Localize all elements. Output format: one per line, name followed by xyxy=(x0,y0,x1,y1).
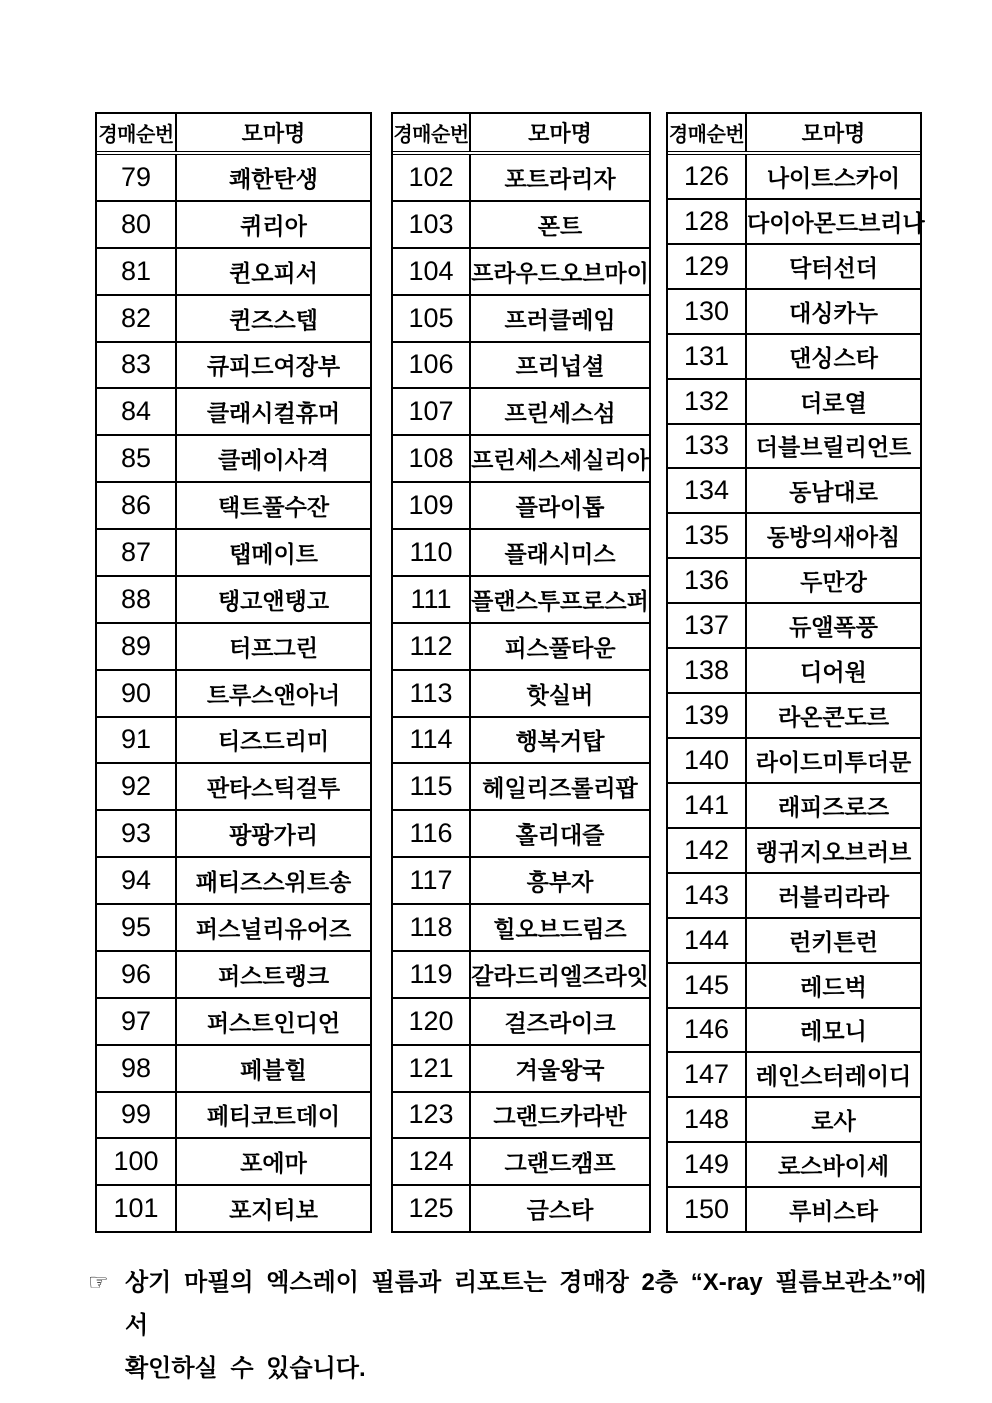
dam-name: 갈라드리엘즈라잇 xyxy=(471,962,649,989)
dam-name: 걸즈라이크 xyxy=(504,1009,616,1036)
auction-number: 150 xyxy=(668,1188,747,1231)
auction-number: 148 xyxy=(668,1098,747,1141)
auction-number: 140 xyxy=(668,739,747,782)
dam-name: 퍼스널리유어즈 xyxy=(195,915,352,942)
auction-number: 80 xyxy=(97,202,177,247)
auction-number: 107 xyxy=(393,389,471,434)
table-row xyxy=(97,1137,370,1184)
table-row xyxy=(668,378,920,423)
auction-number: 83 xyxy=(97,343,177,388)
auction-number: 137 xyxy=(668,604,747,647)
dam-name: 나이트스카이 xyxy=(766,164,901,191)
auction-number: 132 xyxy=(668,380,747,423)
table-row xyxy=(97,903,370,950)
table-row xyxy=(668,1051,920,1096)
auction-number: 108 xyxy=(393,436,471,481)
auction-number: 115 xyxy=(393,764,471,809)
auction-number: 146 xyxy=(668,1009,747,1052)
auction-number: 104 xyxy=(393,249,471,294)
dam-name: 프린세스세실리아 xyxy=(471,447,649,474)
auction-number: 131 xyxy=(668,335,747,378)
auction-number: 82 xyxy=(97,296,177,341)
pointing-hand-icon: ☞ xyxy=(88,1269,109,1295)
table-row xyxy=(97,950,370,997)
table-row xyxy=(668,1141,920,1186)
col-header-dam-name: 모마명 xyxy=(241,121,306,146)
auction-number: 126 xyxy=(668,155,747,198)
dam-name: 퀴리아 xyxy=(240,212,307,239)
auction-number: 105 xyxy=(393,296,471,341)
auction-number: 113 xyxy=(393,671,471,716)
dam-name: 택트풀수잔 xyxy=(217,494,330,521)
table-row xyxy=(97,434,370,481)
dam-name: 탱고앤탱고 xyxy=(217,587,330,614)
table-row xyxy=(393,950,649,997)
dam-name: 플라이톱 xyxy=(515,494,605,521)
table-row xyxy=(668,872,920,917)
dam-name: 핫실버 xyxy=(526,681,594,708)
table-row xyxy=(393,1091,649,1138)
table-row xyxy=(668,692,920,737)
auction-number: 130 xyxy=(668,290,747,333)
dam-name: 클래시컬휴머 xyxy=(206,400,341,427)
table-row xyxy=(393,200,649,247)
auction-number: 145 xyxy=(668,964,747,1007)
table-row xyxy=(668,1096,920,1141)
table-row xyxy=(668,827,920,872)
table-row xyxy=(668,243,920,288)
auction-number: 116 xyxy=(393,811,471,856)
table-row xyxy=(393,434,649,481)
auction-number: 110 xyxy=(393,530,471,575)
auction-number: 128 xyxy=(668,200,747,243)
table-row xyxy=(97,247,370,294)
auction-number: 139 xyxy=(668,694,747,737)
table-row xyxy=(97,528,370,575)
dam-name: 홀리대즐 xyxy=(515,822,605,849)
dam-name: 티즈드리미 xyxy=(217,728,330,755)
dam-name: 래피즈로즈 xyxy=(777,793,890,820)
table-row xyxy=(393,247,649,294)
dam-name: 닥터선더 xyxy=(789,254,878,281)
footnote xyxy=(88,1261,933,1390)
dam-name: 겨울왕국 xyxy=(515,1056,605,1083)
dam-name: 레인스터레이디 xyxy=(755,1063,912,1090)
dam-name: 탭메이트 xyxy=(229,540,318,567)
table-header-row xyxy=(97,114,370,155)
dam-name: 터프그린 xyxy=(229,634,318,661)
auction-number: 84 xyxy=(97,389,177,434)
table-row xyxy=(668,512,920,557)
col-header-dam-name: 모마명 xyxy=(528,121,592,146)
auction-number: 141 xyxy=(668,784,747,827)
table-row xyxy=(668,782,920,827)
table-row xyxy=(97,481,370,528)
dam-name: 두만강 xyxy=(800,569,867,596)
dam-name: 레드벅 xyxy=(800,973,867,1000)
dam-name: 디어원 xyxy=(800,659,867,686)
auction-number: 111 xyxy=(393,577,471,622)
table-row xyxy=(97,575,370,622)
auction-number: 99 xyxy=(97,1093,177,1138)
footnote-line-1: 상기 마필의 엑스레이 필름과 리포트는 경매장 2층 “X-ray 필름보관소”에서 xyxy=(125,1269,927,1339)
table-row xyxy=(97,997,370,1044)
dam-name: 트루스앤아너 xyxy=(206,681,341,708)
col-header-auction-number: 경매순번 xyxy=(393,114,471,151)
auction-number: 97 xyxy=(97,999,177,1044)
table-row xyxy=(393,903,649,950)
auction-number: 119 xyxy=(393,952,471,997)
dam-name: 플랜스투프로스퍼 xyxy=(471,587,649,614)
auction-number: 129 xyxy=(668,245,747,288)
table-row xyxy=(393,669,649,716)
auction-number: 142 xyxy=(668,829,747,872)
col-header-auction-number: 경매순번 xyxy=(97,114,177,151)
table-row xyxy=(97,809,370,856)
table-row xyxy=(393,716,649,763)
auction-number: 121 xyxy=(393,1046,471,1091)
table-row xyxy=(668,962,920,1007)
dam-name: 플래시미스 xyxy=(504,540,616,567)
auction-number: 93 xyxy=(97,811,177,856)
auction-table-left xyxy=(95,112,372,1233)
dam-name: 퍼스트인디언 xyxy=(206,1009,341,1036)
auction-number: 98 xyxy=(97,1046,177,1091)
auction-number: 136 xyxy=(668,559,747,602)
auction-number: 144 xyxy=(668,919,747,962)
col-header-auction-number: 경매순번 xyxy=(668,114,747,151)
auction-number: 88 xyxy=(97,577,177,622)
dam-name: 로스바이세 xyxy=(777,1153,890,1180)
dam-name: 힐오브드림즈 xyxy=(493,915,627,942)
auction-number: 133 xyxy=(668,425,747,468)
table-row xyxy=(393,155,649,200)
auction-number: 109 xyxy=(393,483,471,528)
table-row xyxy=(668,1186,920,1231)
auction-number: 94 xyxy=(97,858,177,903)
auction-number: 138 xyxy=(668,649,747,692)
table-row xyxy=(97,387,370,434)
dam-name: 클레이사격 xyxy=(217,447,330,474)
table-row xyxy=(97,1091,370,1138)
table-header-row xyxy=(668,114,920,155)
auction-number: 134 xyxy=(668,469,747,512)
auction-number: 81 xyxy=(97,249,177,294)
auction-number: 95 xyxy=(97,905,177,950)
table-row xyxy=(668,557,920,602)
auction-number: 100 xyxy=(97,1139,177,1184)
dam-name: 동방의새아침 xyxy=(766,524,901,551)
table-row xyxy=(668,1007,920,1052)
auction-number: 120 xyxy=(393,999,471,1044)
dam-name: 포트라리자 xyxy=(504,165,616,192)
table-row xyxy=(97,856,370,903)
table-row xyxy=(97,1044,370,1091)
dam-name: 헤일리즈롤리팝 xyxy=(482,775,638,802)
dam-name: 랭귀지오브러브 xyxy=(755,838,912,865)
table-row xyxy=(97,200,370,247)
auction-number: 91 xyxy=(97,718,177,763)
dam-name: 러블리라라 xyxy=(777,883,890,910)
table-row xyxy=(393,575,649,622)
dam-name: 레모니 xyxy=(800,1018,867,1045)
dam-name: 흥부자 xyxy=(526,869,594,896)
table-row xyxy=(393,762,649,809)
table-row xyxy=(97,669,370,716)
dam-name: 피스풀타운 xyxy=(504,634,616,661)
table-row xyxy=(668,467,920,512)
auction-number: 102 xyxy=(393,155,471,200)
table-header-row xyxy=(393,114,649,155)
auction-number: 147 xyxy=(668,1053,747,1096)
auction-number: 143 xyxy=(668,874,747,917)
dam-name: 판타스틱걸투 xyxy=(206,775,341,802)
table-row xyxy=(668,917,920,962)
dam-name: 폰트 xyxy=(537,212,583,239)
auction-number: 106 xyxy=(393,343,471,388)
table-row xyxy=(393,809,649,856)
dam-name: 그랜드캠프 xyxy=(504,1150,616,1177)
dam-name: 라온콘도르 xyxy=(777,704,890,731)
dam-name: 댄싱스타 xyxy=(789,344,878,371)
auction-number: 149 xyxy=(668,1143,747,1186)
table-row xyxy=(97,1184,370,1231)
dam-name: 대싱카누 xyxy=(789,299,878,326)
dam-name: 행복거탑 xyxy=(515,728,605,755)
table-row xyxy=(393,528,649,575)
table-row xyxy=(393,1184,649,1231)
table-row xyxy=(97,716,370,763)
auction-table-middle xyxy=(391,112,651,1233)
dam-name: 페티코트데이 xyxy=(206,1103,341,1130)
dam-name: 페블힐 xyxy=(240,1056,307,1083)
dam-name: 팡팡가리 xyxy=(229,822,318,849)
dam-name: 다이아몬드브리나 xyxy=(747,209,925,236)
auction-number: 117 xyxy=(393,858,471,903)
dam-name: 듀앨폭풍 xyxy=(789,614,878,641)
dam-name: 프러클레임 xyxy=(504,306,616,333)
dam-name: 프리넙셜 xyxy=(515,353,605,380)
dam-name: 패티즈스위트송 xyxy=(195,869,352,896)
table-row xyxy=(393,1137,649,1184)
table-row xyxy=(97,155,370,200)
table-row xyxy=(393,997,649,1044)
table-row xyxy=(97,762,370,809)
table-row xyxy=(668,198,925,243)
table-row xyxy=(668,423,920,468)
auction-number: 101 xyxy=(97,1186,177,1231)
dam-name: 그랜드카라반 xyxy=(493,1103,627,1130)
auction-number: 114 xyxy=(393,718,471,763)
dam-name: 큐피드여장부 xyxy=(206,353,341,380)
table-row xyxy=(393,622,649,669)
table-row xyxy=(97,341,370,388)
auction-number: 89 xyxy=(97,624,177,669)
dam-name: 쾌한탄생 xyxy=(229,165,318,192)
table-row xyxy=(668,647,920,692)
dam-name: 프라우드오브마이 xyxy=(471,259,649,286)
auction-number: 96 xyxy=(97,952,177,997)
auction-number: 118 xyxy=(393,905,471,950)
auction-number: 135 xyxy=(668,514,747,557)
dam-name: 더로열 xyxy=(800,389,867,416)
table-row xyxy=(393,1044,649,1091)
dam-name: 루비스타 xyxy=(789,1198,878,1225)
auction-number: 79 xyxy=(97,155,177,200)
auction-number: 90 xyxy=(97,671,177,716)
dam-name: 퀸즈스텝 xyxy=(229,306,318,333)
auction-number: 123 xyxy=(393,1093,471,1138)
dam-name: 동남대로 xyxy=(789,479,878,506)
auction-number: 124 xyxy=(393,1139,471,1184)
dam-name: 금스타 xyxy=(526,1197,594,1224)
dam-name: 퍼스트랭크 xyxy=(217,962,330,989)
dam-name: 프린세스섬 xyxy=(504,400,616,427)
table-row xyxy=(668,333,920,378)
auction-number: 87 xyxy=(97,530,177,575)
table-row xyxy=(393,387,649,434)
table-row xyxy=(393,856,649,903)
table-row xyxy=(393,341,649,388)
footnote-line-2: 확인하실 수 있습니다. xyxy=(125,1355,366,1382)
dam-name: 퀸오피서 xyxy=(229,259,318,286)
footnote-text xyxy=(125,1261,933,1390)
auction-number: 112 xyxy=(393,624,471,669)
dam-name: 포에마 xyxy=(240,1150,307,1177)
col-header-dam-name: 모마명 xyxy=(801,121,866,146)
table-row xyxy=(393,294,649,341)
table-row xyxy=(97,294,370,341)
dam-name: 라이드미투더문 xyxy=(755,748,912,775)
auction-number: 85 xyxy=(97,436,177,481)
dam-name: 포지티보 xyxy=(229,1197,318,1224)
auction-number: 125 xyxy=(393,1186,471,1231)
table-row xyxy=(668,155,920,198)
dam-name: 로사 xyxy=(811,1108,856,1135)
auction-number: 86 xyxy=(97,483,177,528)
auction-number: 92 xyxy=(97,764,177,809)
auction-number: 103 xyxy=(393,202,471,247)
table-row xyxy=(668,737,920,782)
table-row xyxy=(668,602,920,647)
table-row xyxy=(668,288,920,333)
dam-name: 더블브릴리언트 xyxy=(755,434,912,461)
auction-table-right xyxy=(666,112,925,1233)
table-row xyxy=(97,622,370,669)
table-row xyxy=(393,481,649,528)
dam-name: 런키튼런 xyxy=(789,928,878,955)
